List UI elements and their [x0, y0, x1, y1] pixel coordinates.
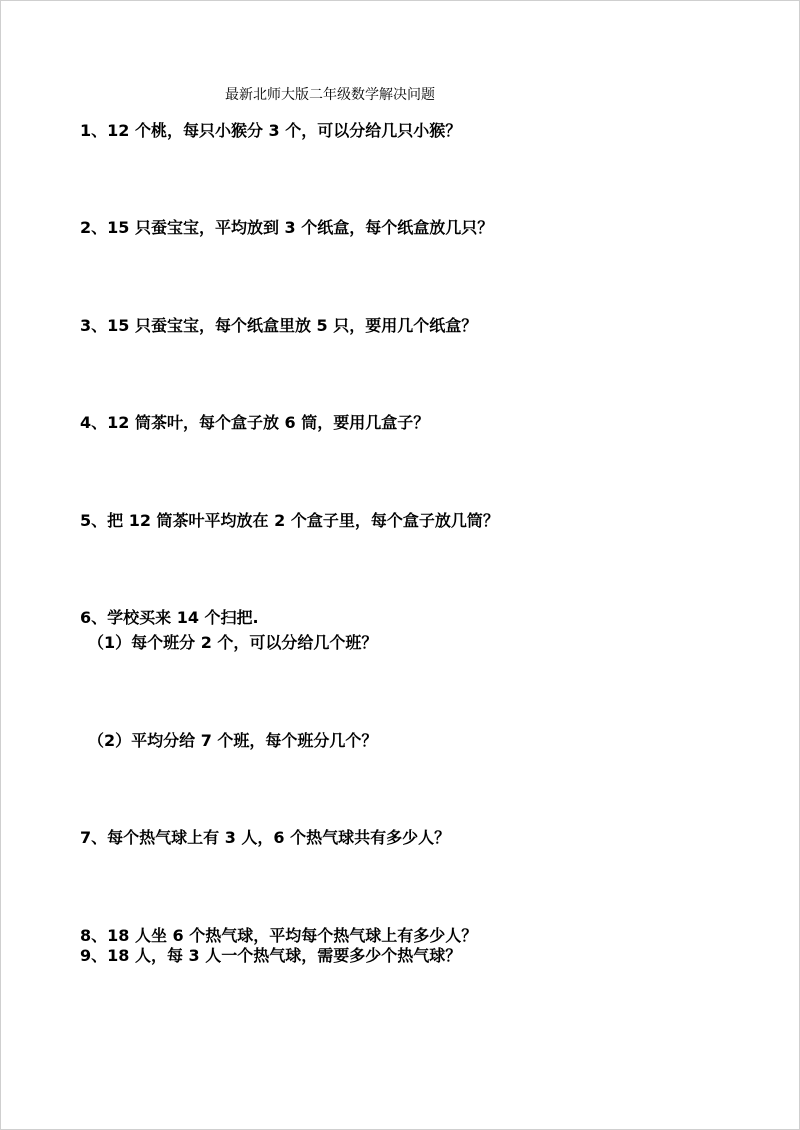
question-4: 4、12 筒茶叶，每个盒子放 6 筒，要用几盒子？ — [80, 413, 430, 432]
question-9: 9、18 人，每 3 人一个热气球，需要多少个热气球？ — [80, 946, 462, 965]
question-6-part-1: （1）每个班分 2 个，可以分给几个班？ — [88, 633, 378, 652]
question-3: 3、15 只蚕宝宝，每个纸盒里放 5 只，要用几个纸盒？ — [80, 316, 478, 335]
question-8: 8、18 人坐 6 个热气球，平均每个热气球上有多少人？ — [80, 926, 478, 945]
question-7: 7、每个热气球上有 3 人，6 个热气球共有多少人？ — [80, 828, 451, 847]
question-1: 1、12 个桃，每只小猴分 3 个，可以分给几只小猴？ — [80, 121, 462, 140]
page-title: 最新北师大版二年级数学解决问题 — [225, 87, 435, 103]
question-6: 6、学校买来 14 个扫把. — [80, 608, 259, 627]
question-2: 2、15 只蚕宝宝，平均放到 3 个纸盒，每个纸盒放几只？ — [80, 218, 494, 237]
question-6-part-2: （2）平均分给 7 个班，每个班分几个？ — [88, 731, 378, 750]
question-5: 5、把 12 筒茶叶平均放在 2 个盒子里，每个盒子放几筒？ — [80, 511, 499, 530]
